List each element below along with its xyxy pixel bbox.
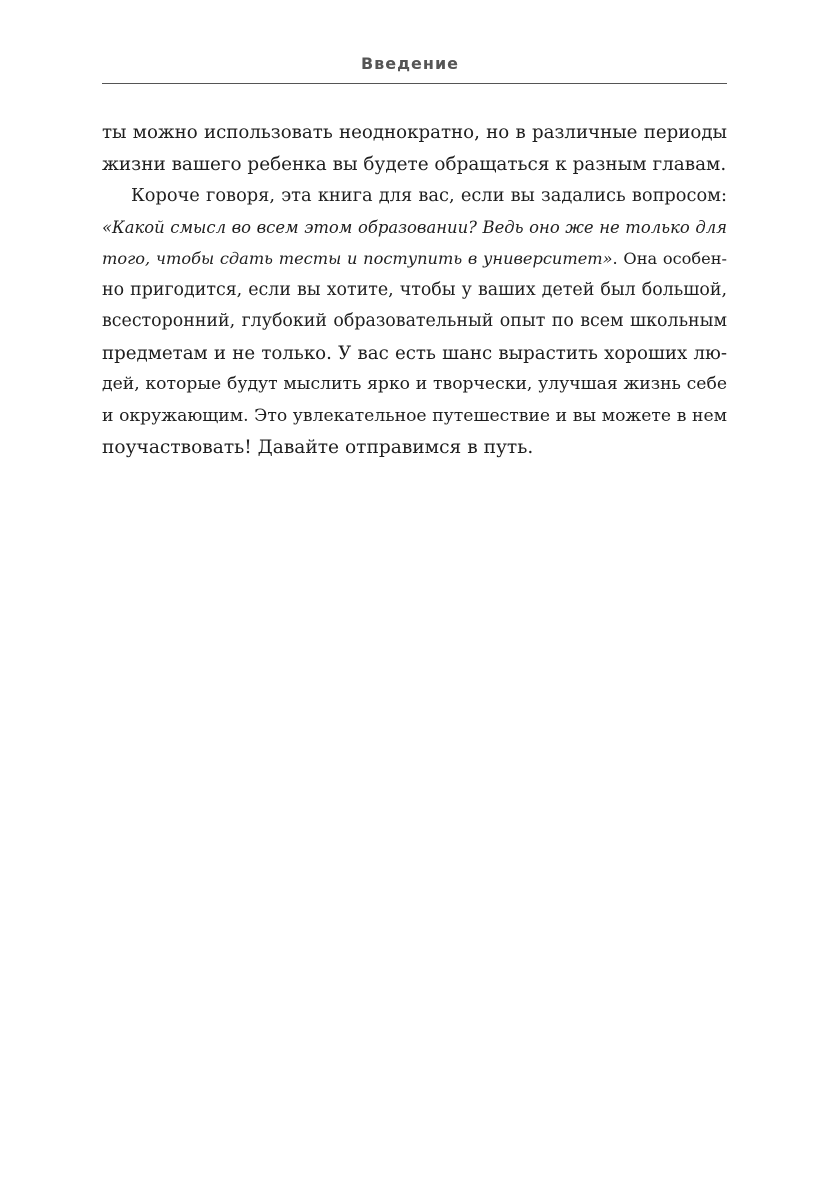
- text-line: Короче говоря, эта книга для вас, если вы задались вопросом:: [131, 185, 727, 206]
- text-run: . Она особен-: [612, 249, 728, 268]
- text-line: дей, которые будут мыслить ярко и творчески, улучшая жизнь себе: [102, 374, 727, 394]
- text-line: всесторонний, глубокий образовательный опыт по всем школьным: [102, 311, 727, 331]
- paragraph-2: [102, 180, 727, 464]
- body-text: [102, 117, 727, 464]
- header-rule: [102, 83, 727, 84]
- italic-text-line: «Какой смысл во всем этом образовании? Ведь оно же не только для: [102, 217, 727, 237]
- text-line: ты можно использовать неоднократно, но в различные периоды: [102, 122, 727, 143]
- text-line: предметам и не только. У вас есть шанс вырастить хороших лю-: [102, 342, 727, 364]
- text-line: но пригодится, если вы хотите, чтобы у ваших детей был большой,: [102, 279, 727, 300]
- mixed-text-line: [102, 243, 727, 275]
- italic-quote-end: того, чтобы сдать тесты и поступить в университет»: [102, 249, 613, 268]
- text-line: и окружающим. Это увлекательное путешествие и вы можете в нем: [102, 405, 727, 426]
- text-line: поучаствовать! Давайте отправимся в путь.: [102, 437, 534, 458]
- running-title: Введение: [360, 54, 459, 73]
- running-head: [102, 54, 727, 74]
- paragraph-1: [102, 117, 727, 180]
- text-line: жизни вашего ребенка вы будете обращаться к разным главам.: [102, 153, 727, 175]
